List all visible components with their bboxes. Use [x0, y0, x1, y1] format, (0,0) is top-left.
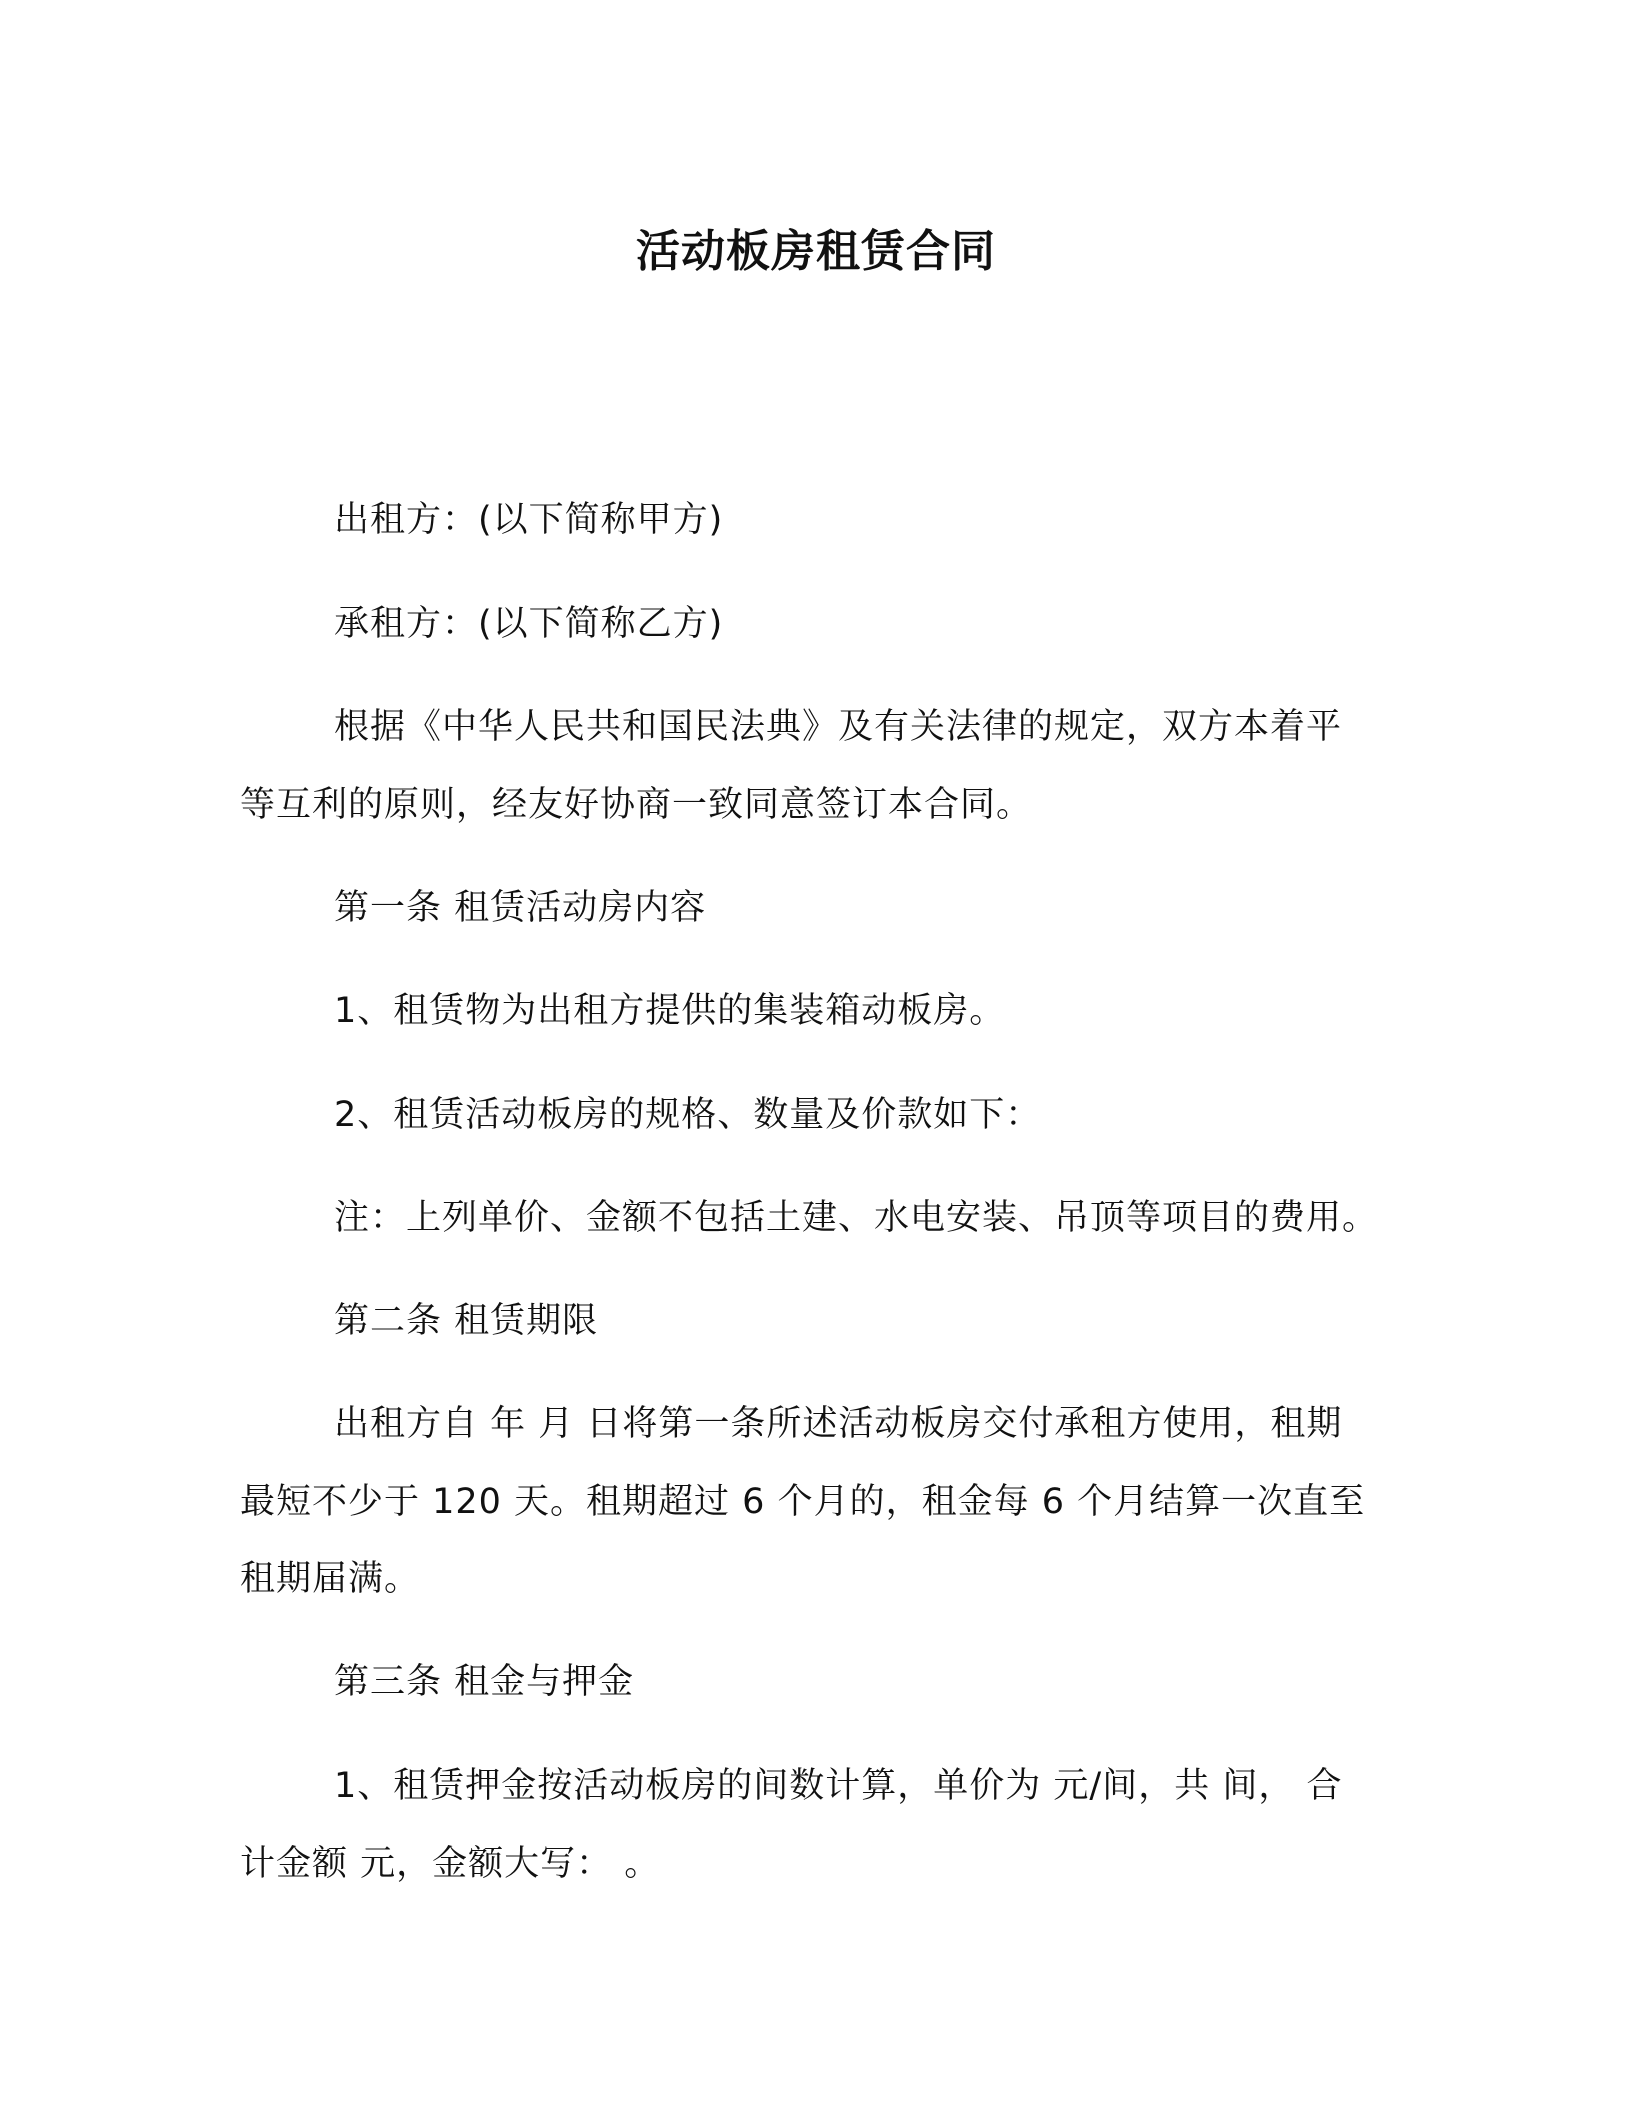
- article3-item1-line-2: 计金额 元，金额大写： 。: [240, 1844, 661, 1884]
- preamble-line-1: 根据《中华人民共和国民法典》及有关法律的规定，双方本着平: [334, 707, 1343, 747]
- lessor-line: 出租方：(以下简称甲方): [334, 500, 724, 540]
- document-title: 活动板房租赁合同: [636, 226, 996, 277]
- article2-heading: 第二条 租赁期限: [334, 1301, 599, 1341]
- article2-line-2: 最短不少于 120 天。租期超过 6 个月的，租金每 6 个月结算一次直至: [240, 1482, 1366, 1522]
- article2-line-3: 租期届满。: [240, 1559, 421, 1599]
- lessee-line: 承租方：(以下简称乙方): [334, 604, 724, 644]
- article3-heading: 第三条 租金与押金: [334, 1662, 635, 1702]
- article1-heading: 第一条 租赁活动房内容: [334, 888, 707, 928]
- article3-item1-line-1: 1、租赁押金按活动板房的间数计算，单价为 元/间，共 间， 合: [334, 1766, 1343, 1806]
- article1-note: 注：上列单价、金额不包括土建、水电安装、吊顶等项目的费用。: [334, 1198, 1379, 1238]
- article2-line-1: 出租方自 年 月 日将第一条所述活动板房交付承租方使用，租期: [334, 1404, 1343, 1444]
- preamble-line-2: 等互利的原则，经友好协商一致同意签订本合同。: [240, 785, 1033, 825]
- article1-item1: 1、租赁物为出租方提供的集装箱动板房。: [334, 991, 1006, 1031]
- article1-item2: 2、租赁活动板房的规格、数量及价款如下：: [334, 1095, 1042, 1135]
